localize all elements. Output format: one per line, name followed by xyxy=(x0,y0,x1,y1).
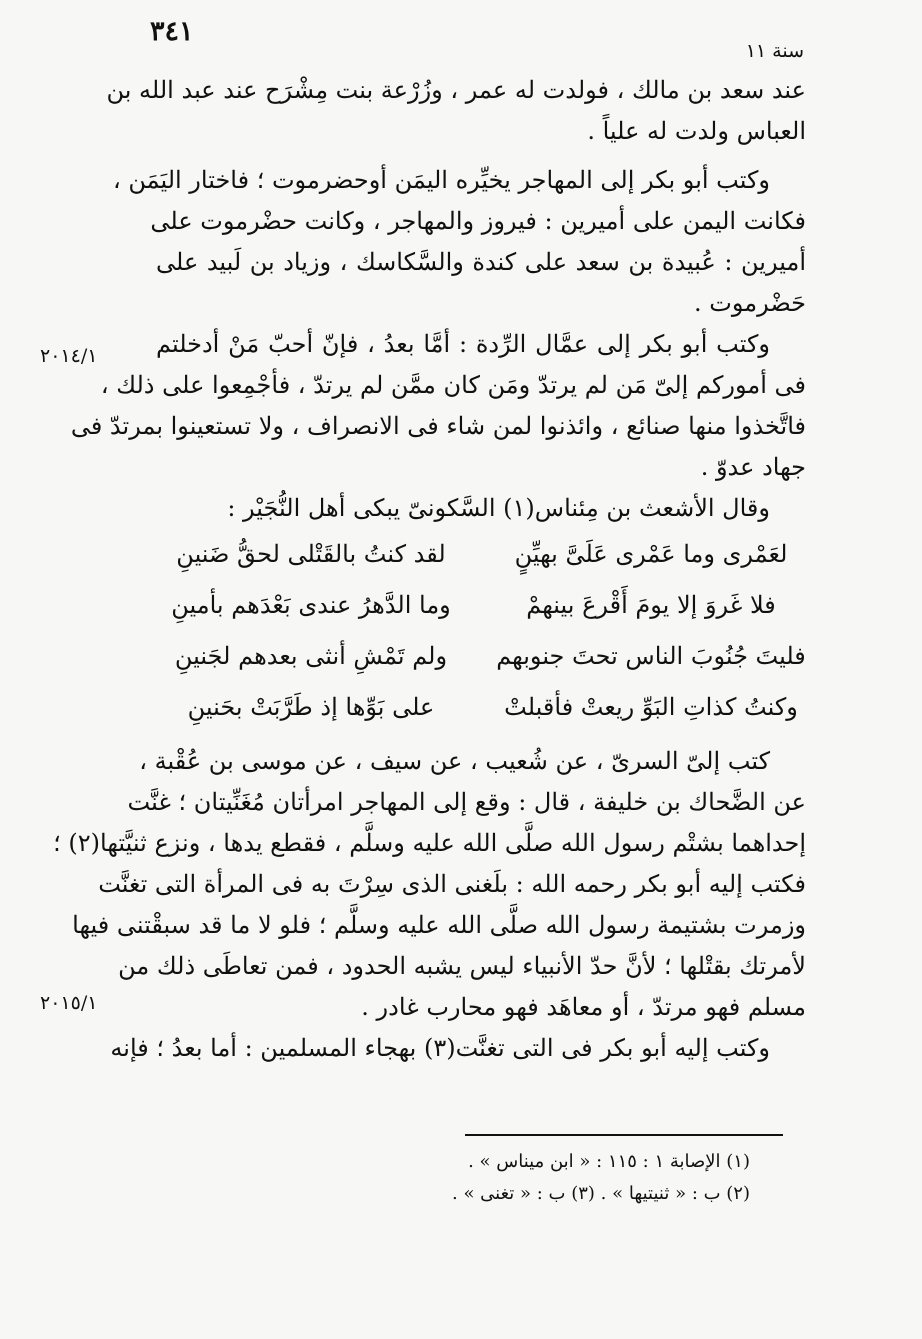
text-line: جهاد عدوّ . xyxy=(700,453,806,481)
verse-second-hemistich: ولم تَمْشِ أنثى بعدهم لجَنينِ xyxy=(174,642,448,670)
text-line: فكانت اليمن على أميرين : فيروز والمهاجر ، وكانت حضْرموت على xyxy=(150,207,806,235)
footnotes xyxy=(320,1146,750,1210)
footnote-divider xyxy=(465,1134,783,1136)
verse-second-hemistich: وما الدَّهرُ عندى بَعْدَهم بأمينِ xyxy=(171,591,451,619)
verse xyxy=(156,529,806,580)
text-line: وقال الأشعث بن مِئناس(١) السَّكونىّ يبكى أهل النُّجَيْر : xyxy=(227,494,770,522)
verse xyxy=(156,682,806,733)
verse-second-hemistich: على بَوِّها إذ طَرَّبَتْ بحَنينِ xyxy=(187,693,435,721)
text-line: حَضْرموت . xyxy=(694,289,806,317)
text-line: وكتب أبو بكر إلى عمَّال الرِّدة : أمَّا بعدُ ، فإنّ أحبّ مَنْ أدخلتم xyxy=(156,330,770,358)
verse-first-hemistich: لعَمْرى وما عَمْرى عَلَىَّ بهيِّنٍ xyxy=(514,540,788,568)
text-line: إحداهما بشتْم رسول الله صلَّى الله عليه وسلَّم ، فقطع يدها ، ونزع ثنيَّتها(٢) ؛ xyxy=(53,829,806,857)
margin-reference: ٢٠١٤/١ xyxy=(40,345,98,367)
text-line: فى أموركم إلىّ مَن لم يرتدّ ومَن كان ممَّن لم يرتدّ ، فأجْمِعوا على ذلك ، xyxy=(100,371,806,399)
text-line: عند سعد بن مالك ، فولدت له عمر ، وزُرْعة بنت مِشْرَح عند عبد الله بن xyxy=(106,76,806,104)
footnote: (١) الإصابة ١ : ١١٥ : « ابن ميناس » . xyxy=(468,1151,750,1172)
text-line: وكتب إليه أبو بكر فى التى تغنَّت(٣) بهجاء المسلمين : أما بعدُ ؛ فإنه xyxy=(110,1034,770,1062)
text-line: كتب إلىّ السرىّ ، عن شُعيب ، عن سيف ، عن موسى بن عُقْبة ، xyxy=(139,747,770,775)
text-line: مسلم فهو مرتدّ ، أو معاهَد فهو محارب غادر . xyxy=(361,993,806,1021)
text-line: فاتَّخذوا منها صنائع ، وائذنوا لمن شاء فى الانصراف ، ولا تستعينوا بمرتدّ فى xyxy=(70,412,806,440)
footnote: (٢) ب : « ثنيتيها » . (٣) ب : « تغنى » . xyxy=(452,1183,750,1204)
poem xyxy=(156,529,806,733)
text-line: العباس ولدت له علياً . xyxy=(587,117,806,145)
text-line: وزمرت بشتيمة رسول الله صلَّى الله عليه وسلَّم ؛ فلو لا ما قد سبقْتنى فيها xyxy=(72,911,806,939)
text-line: وكتب أبو بكر إلى المهاجر يخيِّره اليمَن أوحضرموت ؛ فاختار اليَمَن ، xyxy=(112,166,770,194)
verse-first-hemistich: وكنتُ كذاتِ البَوِّ ريعتْ فأقبلتْ xyxy=(504,693,798,721)
verse xyxy=(156,580,806,631)
text-line: لأمرتك بقتْلها ؛ لأنَّ حدّ الأنبياء ليس يشبه الحدود ، فمن تعاطَى ذلك من xyxy=(118,952,806,980)
text-line: أميرين : عُبيدة بن سعد على كندة والسَّكاسك ، وزياد بن لَبيد على xyxy=(156,248,806,276)
running-head: سنة ١١ xyxy=(745,40,804,62)
margin-reference: ٢٠١٥/١ xyxy=(40,992,98,1014)
text-line: عن الضَّحاك بن خليفة ، قال : وقع إلى المهاجر امرأتان مُغَنِّيتان ؛ غنَّت xyxy=(127,788,806,816)
page-number: ٣٤١ xyxy=(150,16,194,47)
verse-second-hemistich: لقد كنتُ بالقَتْلى لحقُّ ضَنينِ xyxy=(176,540,446,568)
verse xyxy=(156,631,806,682)
verse-first-hemistich: فليتَ جُنُوبَ الناس تحتَ جنوبهم xyxy=(496,642,806,670)
verse-first-hemistich: فلا غَروَ إلا يومَ أَقْرعَ بينهمْ xyxy=(526,591,776,619)
text-line: فكتب إليه أبو بكر رحمه الله : بلَغنى الذى سِرْتَ به فى المرأة التى تغنَّت xyxy=(98,870,806,898)
